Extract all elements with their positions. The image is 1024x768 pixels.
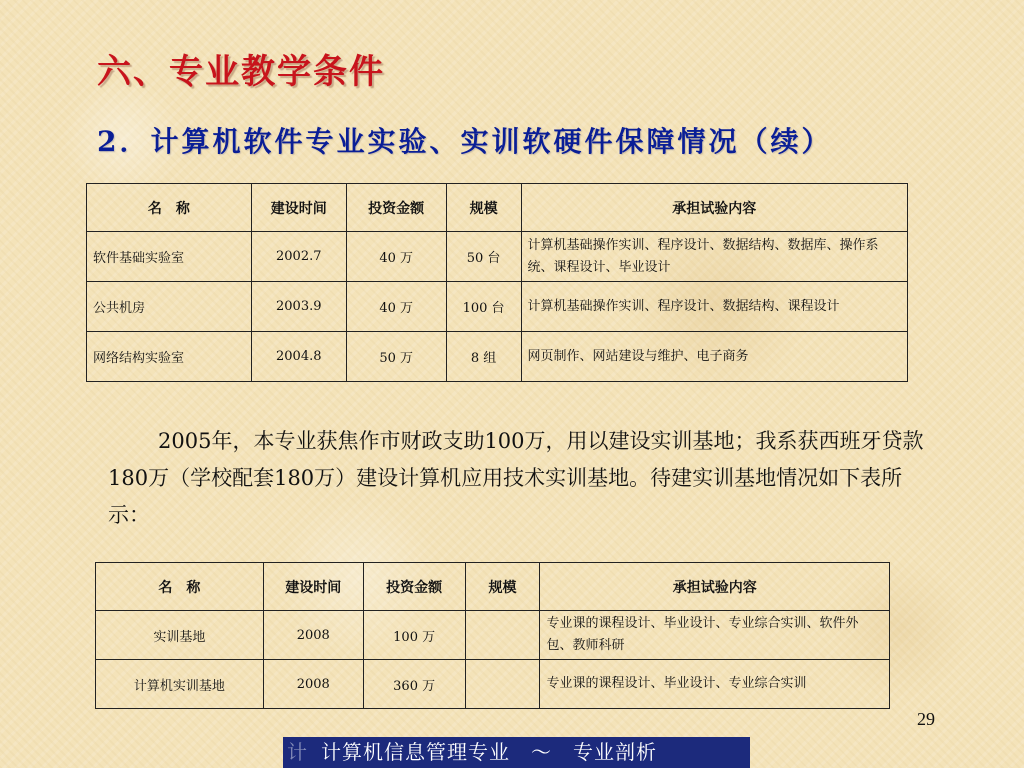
cell-build-time: 2003.9: [251, 282, 346, 332]
table-row: [87, 282, 908, 332]
cell-build-time: 2002.7: [251, 232, 346, 282]
header-investment: 投资金额: [363, 563, 465, 611]
footer-bar: [283, 737, 750, 768]
footer-faded-text: 计: [287, 740, 308, 764]
cell-scale: [465, 611, 540, 660]
cell-name: 实训基地: [96, 611, 264, 660]
header-content: 承担试验内容: [540, 563, 890, 611]
header-scale: 规模: [446, 184, 521, 232]
cell-scale: 50 台: [446, 232, 521, 282]
table-row: [96, 611, 890, 660]
cell-scale: 8 组: [446, 332, 521, 382]
cell-scale: [465, 660, 540, 709]
page-number: 29: [917, 709, 935, 729]
cell-content: 专业课的课程设计、毕业设计、专业综合实训、软件外包、教师科研: [540, 611, 890, 660]
header-name: 名 称: [87, 184, 252, 232]
cell-name: 公共机房: [87, 282, 252, 332]
cell-content: 专业课的课程设计、毕业设计、专业综合实训: [540, 660, 890, 709]
table-header-row: [96, 563, 890, 611]
cell-build-time: 2008: [263, 611, 363, 660]
table-row: [87, 332, 908, 382]
cell-build-time: 2004.8: [251, 332, 346, 382]
cell-investment: 360 万: [363, 660, 465, 709]
table-row: [96, 660, 890, 709]
funding-paragraph: [108, 423, 928, 534]
cell-investment: 40 万: [346, 282, 446, 332]
planned-bases-table: [95, 562, 890, 709]
header-name: 名 称: [96, 563, 264, 611]
header-content: 承担试验内容: [521, 184, 907, 232]
slide-title: 六、专业教学条件: [97, 52, 385, 92]
cell-investment: 40 万: [346, 232, 446, 282]
header-scale: 规模: [465, 563, 540, 611]
cell-content: 计算机基础操作实训、程序设计、数据结构、课程设计: [521, 282, 907, 332]
cell-name: 网络结构实验室: [87, 332, 252, 382]
table-row: [87, 232, 908, 282]
header-build-time: 建设时间: [251, 184, 346, 232]
cell-content: 网页制作、网站建设与维护、电子商务: [521, 332, 907, 382]
cell-name: 软件基础实验室: [87, 232, 252, 282]
slide-subtitle: 2．计算机软件专业实验、实训软硬件保障情况（续）: [97, 125, 833, 158]
cell-content: 计算机基础操作实训、程序设计、数据结构、数据库、操作系统、课程设计、毕业设计: [521, 232, 907, 282]
footer-text: 计算机信息管理专业 ～ 专业剖析: [321, 740, 657, 764]
header-build-time: 建设时间: [263, 563, 363, 611]
cell-scale: 100 台: [446, 282, 521, 332]
header-investment: 投资金额: [346, 184, 446, 232]
table-header-row: [87, 184, 908, 232]
cell-investment: 50 万: [346, 332, 446, 382]
cell-investment: 100 万: [363, 611, 465, 660]
cell-name: 计算机实训基地: [96, 660, 264, 709]
cell-build-time: 2008: [263, 660, 363, 709]
funding-paragraph-text: 2005年，本专业获焦作市财政支助100万，用以建设实训基地；我系获西班牙贷款180万（学校配套180万）建设计算机应用技术实训基地。待建实训基地情况如下表所示：: [108, 429, 924, 527]
existing-labs-table: [86, 183, 908, 382]
